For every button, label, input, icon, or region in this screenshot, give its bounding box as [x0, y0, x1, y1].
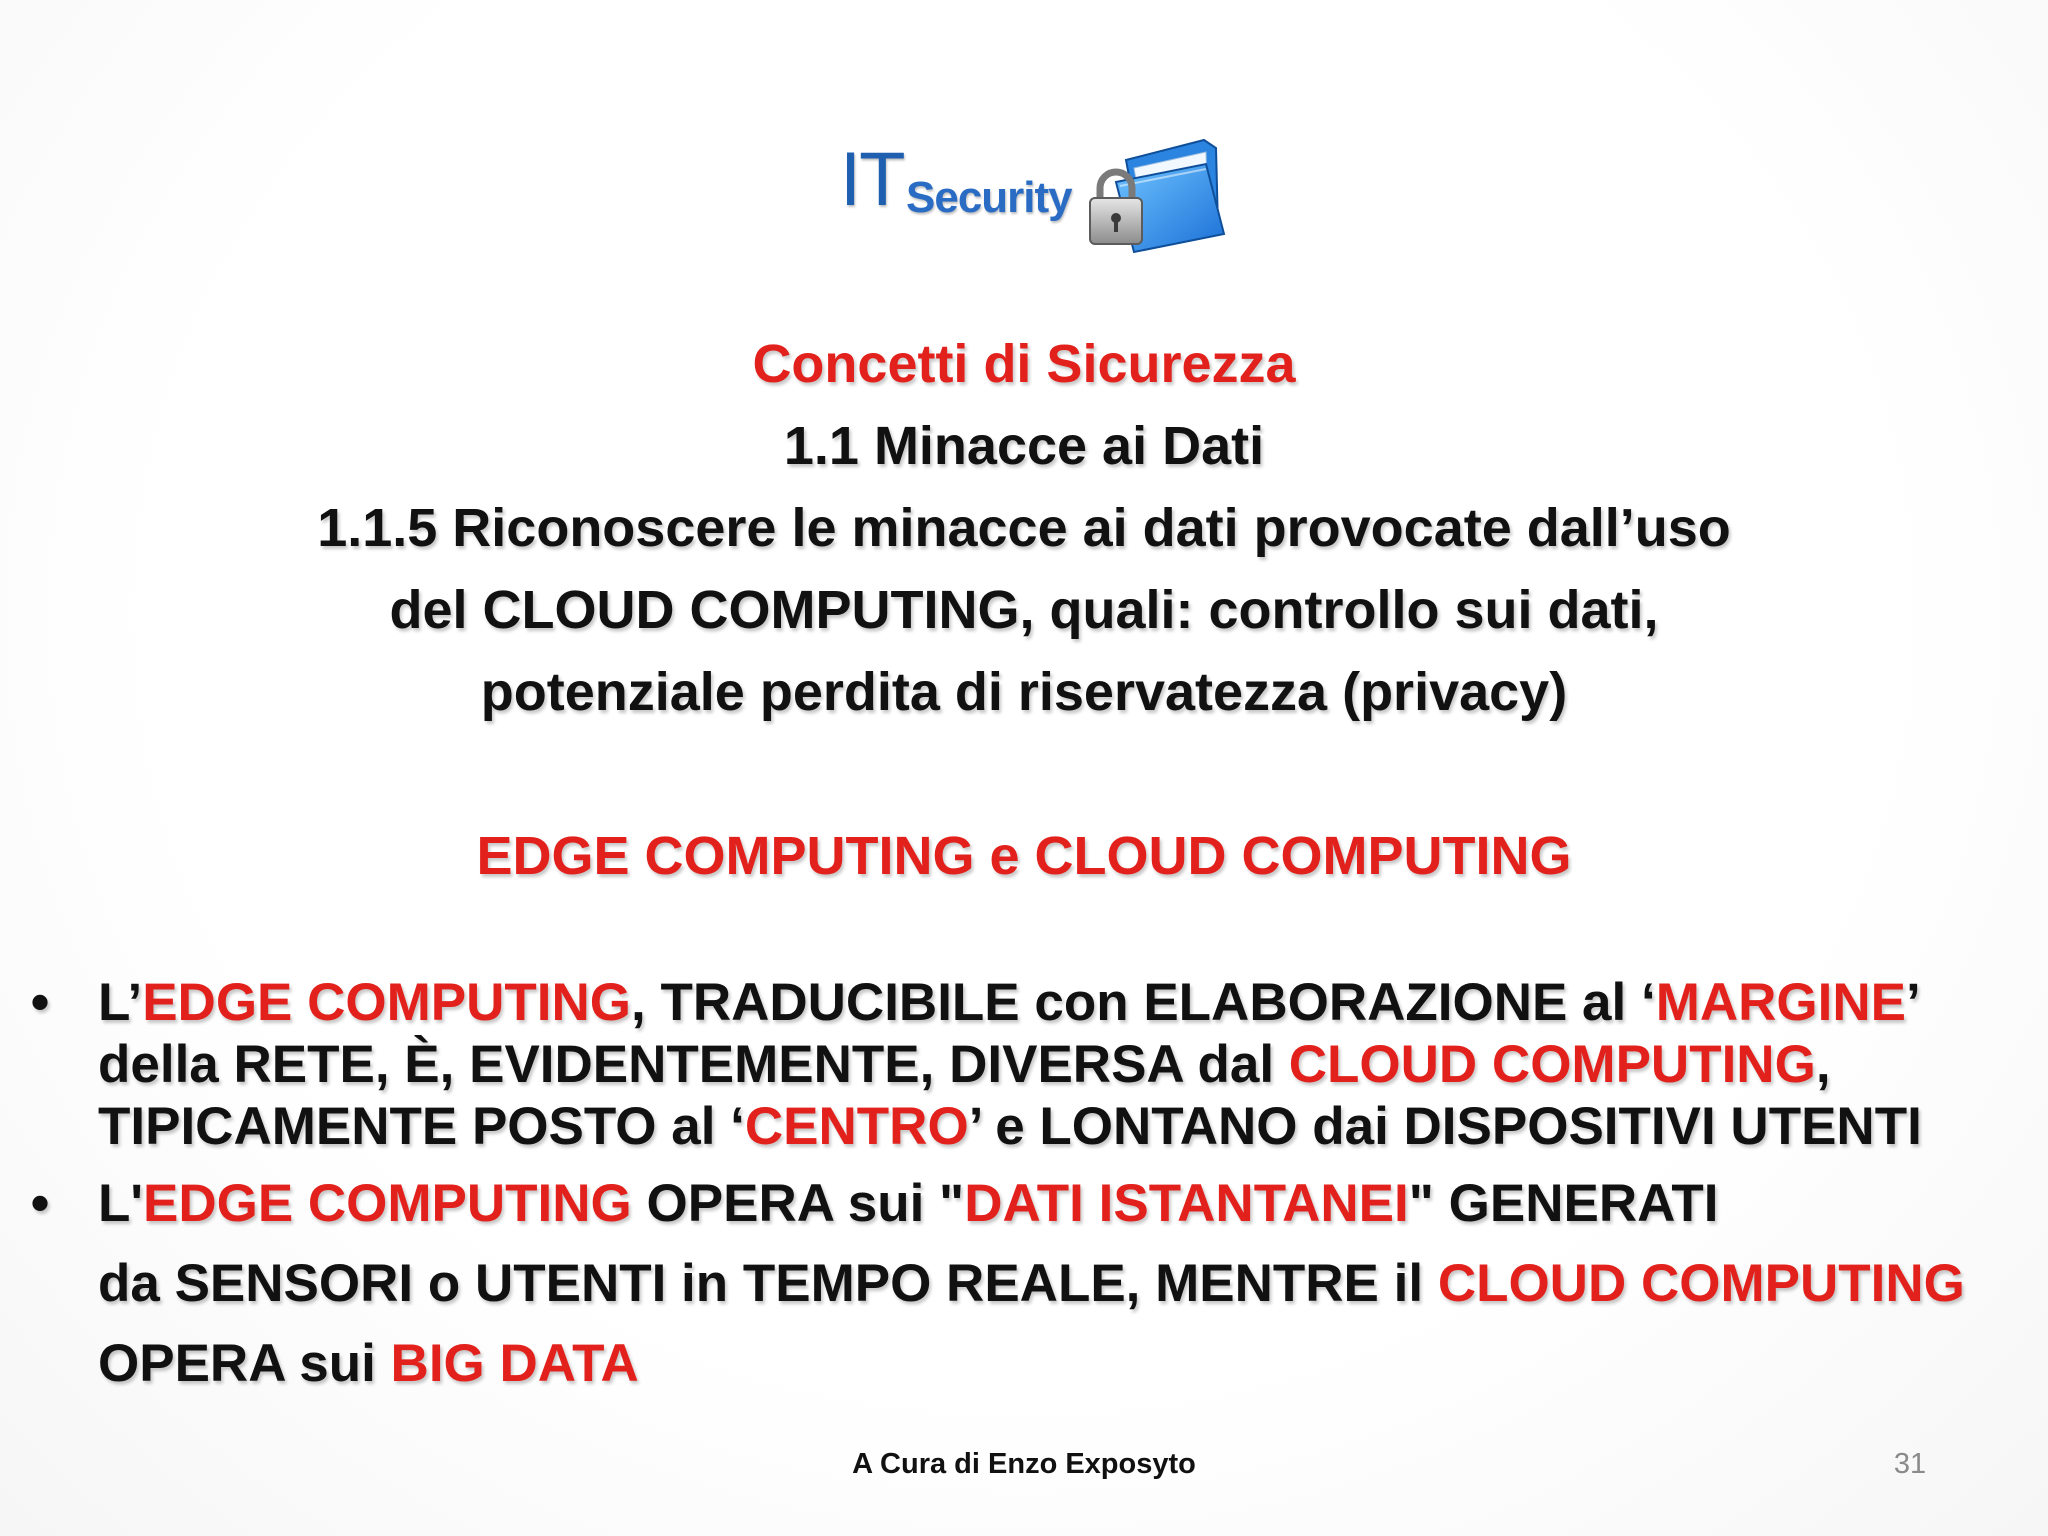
folder-padlock-icon	[1086, 138, 1228, 256]
bullet-text-segment: L’	[98, 973, 143, 1032]
bullet-line	[98, 1096, 2030, 1158]
bullet-line	[98, 1244, 2030, 1324]
bullet-text-segment: EDGE COMPUTING	[142, 1174, 632, 1233]
bullet-line	[98, 1324, 2030, 1404]
bullet-line	[98, 1034, 2030, 1096]
bullet-text-segment: OPERA sui	[98, 1334, 391, 1393]
bullet-text-segment: L'	[98, 1174, 143, 1233]
bullet-line	[98, 972, 2030, 1034]
logo-security-text: Security	[906, 173, 1072, 222]
bullet-text-segment: della RETE, È, EVIDENTEMENTE, DIVERSA dal	[98, 1035, 1289, 1094]
bullet-text-segment: MARGINE	[1655, 973, 1906, 1032]
subsection-line-3: potenziale perdita di riservatezza (privacy)	[480, 662, 1568, 722]
bullet-marker: •	[30, 1174, 50, 1233]
bullet-text-segment: CLOUD COMPUTING	[1437, 1254, 1965, 1313]
bullet-text-segment: DATI ISTANTANEI	[964, 1174, 1409, 1233]
bullet-text-segment: da SENSORI o UTENTI in TEMPO REALE, MENTRE il	[98, 1254, 1438, 1313]
bullet-text-segment: ’ e LONTANO dai DISPOSITIVI UTENTI	[968, 1097, 1922, 1156]
bullet-item	[20, 972, 2030, 1158]
bullet-line	[98, 1164, 2030, 1244]
page-number: 31	[1893, 1448, 1927, 1480]
bullet-text-segment: , TRADUCIBILE con ELABORAZIONE al ‘	[631, 973, 1656, 1032]
bullet-text-segment: EDGE COMPUTING	[142, 973, 631, 1032]
bullet-text-segment: TIPICAMENTE POSTO al ‘	[98, 1097, 745, 1156]
bullet-text	[98, 1164, 2030, 1404]
bullet-marker: •	[30, 973, 50, 1032]
bullet-text-segment: CLOUD COMPUTING	[1288, 1035, 1816, 1094]
bullet-text	[98, 972, 2030, 1158]
footer-author: A Cura di Enzo Exposyto	[852, 1448, 1196, 1480]
bullet-text-segment: CENTRO	[744, 1097, 969, 1156]
logo-it-text: IT	[840, 137, 904, 222]
bullet-text-segment: BIG DATA	[390, 1334, 639, 1393]
bullet-text-segment: OPERA sui "	[631, 1174, 965, 1233]
subsection-line-2: del CLOUD COMPUTING, quali: controllo sui dati,	[389, 580, 1659, 640]
bullet-text-segment: ’	[1905, 973, 1921, 1032]
subsection-line-1: 1.1.5 Riconoscere le minacce ai dati provocate dall’uso	[317, 498, 1731, 558]
bullet-text-segment: ,	[1815, 1035, 1831, 1094]
section-title: 1.1 Minacce ai Dati	[783, 416, 1265, 476]
bullet-text-segment: " GENERATI	[1408, 1174, 1719, 1233]
topic-title: EDGE COMPUTING e CLOUD COMPUTING	[476, 826, 1572, 886]
bullet-item	[20, 1164, 2030, 1404]
it-security-logo	[836, 138, 1228, 256]
page-title: Concetti di Sicurezza	[752, 334, 1296, 394]
bullet-list	[20, 972, 2030, 1404]
